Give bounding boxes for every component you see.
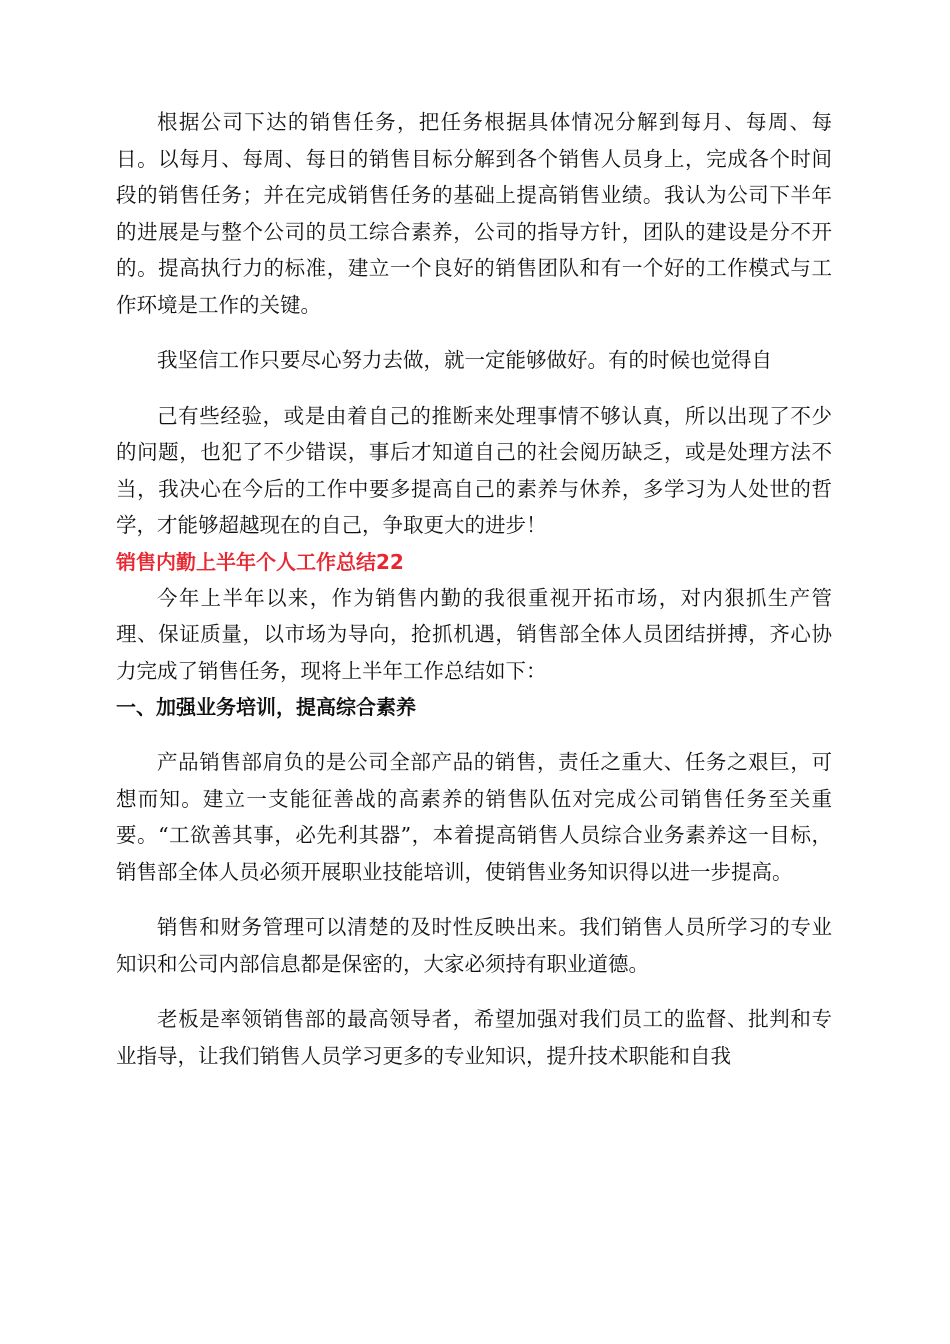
paragraph-finance: 销售和财务管理可以清楚的及时性反映出来。我们销售人员所学习的专业知识和公司内部信息都是保密的，大家必须持有职业道德。 [116,915,832,976]
paragraph-sales-task: 根据公司下达的销售任务，把任务根据具体情况分解到每月、每周、每日。以每月、每周、每日的销售目标分解到各个销售人员身上，完成各个时间段的销售任务；并在完成销售任务的基础上提高销售业绩。我认为公司下半年的进展是与整个公司的员工综合素养，公司的指导方针，团队的建设是分不开的。提高执行力的标准，建立一个良好的销售团队和有一个好的工作模式与工作环境是工作的关键。 [116,110,832,317]
paragraph-belief: 我坚信工作只要尽心努力去做，就一定能够做好。有的时候也觉得自 [157,348,772,372]
section-title: 销售内勤上半年个人工作总结22 [116,549,404,574]
heading-training: 一、加强业务培训，提高综合素养 [116,695,416,719]
paragraph-training: 产品销售部肩负的是公司全部产品的销售，责任之重大、任务之艰巨，可想而知。建立一支能征善战的高素养的销售队伍对完成公司销售任务至关重要。“工欲善其事，必先利其器”，本着提高销售人员综合业务素养这一目标，销售部全体人员必须开展职业技能培训，使销售业务知识得以进一步提高。 [116,750,832,884]
paragraph-intro: 今年上半年以来，作为销售内勤的我很重视开拓市场，对内狠抓生产管理、保证质量，以市场为导向，抢抓机遇，销售部全体人员团结拼搏，齐心协力完成了销售任务，现将上半年工作总结如下： [116,585,832,683]
paragraph-leadership: 老板是率领销售部的最高领导者，希望加强对我们员工的监督、批判和专业指导，让我们销售人员学习更多的专业知识，提升技术职能和自我 [116,1007,832,1068]
paragraph-reflection: 己有些经验，或是由着自己的推断来处理事情不够认真，所以出现了不少的问题，也犯了不少错误，事后才知道自己的社会阅历缺乏，或是处理方法不当，我决心在今后的工作中要多提高自己的素养与休养，多学习为人处世的哲学，才能够超越现在的自己，争取更大的进步！ [116,403,832,537]
